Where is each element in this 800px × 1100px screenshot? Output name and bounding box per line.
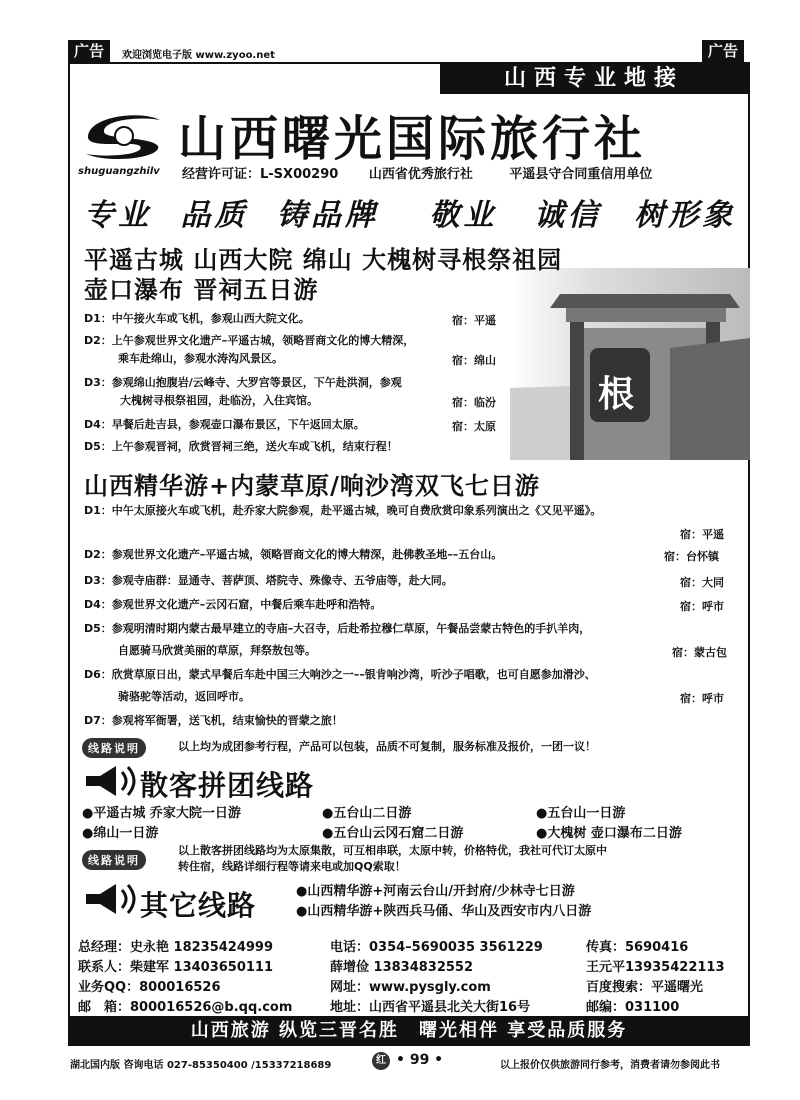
footer-disclaimer: 以上报价仅供旅游同行参考，消费者请勿参阅此书 (500, 1060, 720, 1071)
megaphone-icon (82, 764, 138, 802)
group-routes-title: 散客拼团线路 (140, 769, 315, 802)
tour1-stay: 宿：临汾 (452, 396, 496, 409)
other-route: ●山西精华游+陕西兵马俑、华山及西安市内八日游 (296, 904, 592, 919)
gate-sign: 根 (598, 373, 635, 415)
group-route: ●五台山二日游 (322, 806, 412, 821)
tour1-title-line2: 壶口瀑布 晋祠五日游 (84, 275, 319, 304)
logo-swoosh-icon (80, 106, 168, 166)
tour2-title: 山西精华游+内蒙草原/响沙湾双飞七日游 (84, 471, 540, 500)
contact-phone[interactable]: 电话：0354–5690035 3561229 (330, 940, 543, 955)
contact-person: 薛增俭 13834832552 (330, 960, 474, 975)
contact-manager: 总经理：史永艳 18235424999 (78, 940, 274, 955)
tour2-stay: 宿：呼市 (680, 692, 724, 705)
group-route: ●五台山一日游 (536, 806, 626, 821)
motto-word: 诚信 (533, 198, 602, 233)
motto-word: 树形象 (634, 198, 737, 233)
route-note-text: 以上均为成团参考行程，产品可以包装，品质不可复制，服务标准及报价，一团一议！ (178, 740, 596, 753)
page-number-value: 99 (409, 1052, 430, 1068)
license-credit: 平遥县守合同重信用单位 (509, 167, 653, 182)
tour2-day-line: D6：欣赏草原日出，蒙式早餐后车赴中国三大响沙之一––银肯响沙湾，听沙子唱歌，也可自愿参加滑沙、 (84, 668, 596, 681)
tour1-day-line: 大槐树寻根祭祖园，赴临汾，入住宾馆。 (120, 394, 318, 407)
tour2-stay: 宿：平遥 (680, 528, 724, 541)
contact-baidu: 百度搜索：平遥曙光 (586, 980, 704, 995)
license-award: 山西省优秀旅行社 (368, 167, 473, 182)
tour1-day-line: 乘车赴绵山，参观水涛沟风景区。 (118, 352, 283, 365)
motto (84, 190, 736, 234)
tour1-day-line: D4：早餐后赴吉县，参观壶口瀑布景区，下午返回太原。 (84, 418, 365, 431)
other-routes-title: 其它线路 (140, 889, 257, 922)
contact-person: 联系人：柴建军 13403650111 (78, 960, 274, 975)
contact-fax: 传真：5690416 (586, 940, 689, 955)
motto-word: 敬业 (429, 198, 498, 233)
tour2-stay: 宿：大同 (680, 576, 724, 589)
tour1-stay: 宿：平遥 (452, 314, 496, 327)
tour2-day-line: D5：参观明清时期内蒙古最早建立的寺庙–大召寺，后赴希拉穆仁草原，午餐品尝蒙古特色的手扒羊肉， (84, 622, 591, 635)
megaphone-icon (82, 882, 138, 920)
logo-text: shuguangzhilv (78, 166, 160, 177)
tour2-stay: 宿：呼市 (680, 600, 724, 613)
page-badge-icon: 红 (372, 1052, 390, 1070)
tour1-stay: 宿：绵山 (452, 354, 496, 367)
route-note-badge: 线路说明 (82, 738, 146, 758)
contact-qq[interactable]: 业务QQ：800016526 (78, 980, 221, 995)
group-route: ●绵山一日游 (82, 826, 159, 841)
tour1-stay: 宿：太原 (452, 420, 496, 433)
tour1-day-line: D3：参观绵山抱腹岩/云峰寺、大罗宫等景区，下午赴洪洞，参观 (84, 376, 402, 389)
ad-tag-right: 广告 (702, 40, 744, 62)
group-route: ●大槐树 壶口瀑布二日游 (536, 826, 682, 841)
route-note-text: 以上散客拼团线路均为太原集散，可互相串联，太原中转，价格特优，我社可代订太原中 (178, 844, 607, 857)
tour2-day-line: D4：参观世界文化遗产–云冈石窟，中餐后乘车赴呼和浩特。 (84, 598, 382, 611)
tour1-day-line: D2：上午参观世界文化遗产–平遥古城，领略晋商文化的博大精深， (84, 334, 415, 347)
group-route: ●平遥古城 乔家大院一日游 (82, 806, 241, 821)
contact-postcode: 邮编：031100 (586, 1000, 680, 1015)
tour2-day-line: D1：中午太原接火车或飞机，赴乔家大院参观，赴平遥古城，晚可自费欣赏印象系列演出之《又见平遥》。 (84, 504, 602, 517)
contact-website[interactable]: 网址：www.pysgly.com (330, 980, 491, 995)
logo (80, 106, 168, 166)
gate-photo (510, 268, 750, 460)
tour1-day-line: D5：上午参观晋祠，欣赏晋祠三绝，送火车或飞机，结束行程！ (84, 440, 398, 453)
ancestral-gate-image (510, 268, 750, 460)
tour1-title-line1: 平遥古城 山西大院 绵山 大槐树寻根祭祖园 (84, 245, 563, 274)
tour1-day-line: D1：中午接火车或飞机，参观山西大院文化。 (84, 312, 310, 325)
contact-address: 地址：山西省平遥县北关大街16号 (330, 1000, 531, 1015)
page-number: • 99 • (396, 1052, 444, 1068)
motto-word: 铸品牌 (276, 198, 379, 233)
route-note-badge: 线路说明 (82, 850, 146, 870)
tour2-day-line: 自愿骑马欣赏美丽的草原，拜祭敖包等。 (118, 644, 316, 657)
motto-word: 专业 (84, 198, 152, 233)
contact-person: 王元平13935422113 (586, 960, 725, 975)
slogan-bar: 山西旅游 纵览三晋名胜 曙光相伴 享受品质服务 (70, 1016, 748, 1046)
ad-tag-left: 广告 (68, 40, 110, 62)
group-route: ●五台山云冈石窟二日游 (322, 826, 464, 841)
motto-word: 品质 (180, 198, 249, 233)
license-number: 经营许可证：L-SX00290 (182, 167, 339, 182)
route-note-text: 转住宿，线路详细行程等请来电或加QQ索取！ (178, 860, 406, 873)
tour2-day-line: D3：参观寺庙群：显通寺、菩萨顶、塔院寺、殊像寺、五爷庙等，赴大同。 (84, 574, 453, 587)
agency-name: 山西曙光国际旅行社 (178, 111, 647, 167)
other-route: ●山西精华游+河南云台山/开封府/少林寺七日游 (296, 884, 575, 899)
license-line (182, 163, 652, 182)
tour2-day-line: D7：参观将军衙署，送飞机，结束愉快的晋蒙之旅！ (84, 714, 343, 727)
contact-email[interactable]: 邮 箱：800016526@b.qq.com (78, 1000, 293, 1015)
tour2-stay: 宿：蒙古包 (672, 646, 727, 659)
tour2-day-line: D2：参观世界文化遗产–平遥古城，领略晋商文化的博大精深，赴佛教圣地––五台山。 (84, 548, 503, 561)
banner-local-guide: 山西专业地接 (440, 64, 748, 94)
tour2-stay: 宿：台怀镇 (664, 550, 719, 563)
footer-edition: 湖北国内版 咨询电话 027-85350400 /15337218689 (70, 1060, 332, 1071)
site-url[interactable]: 欢迎浏览电子版 www.zyoo.net (122, 50, 275, 61)
tour2-day-line: 骑骆驼等活动，返回呼市。 (118, 690, 250, 703)
